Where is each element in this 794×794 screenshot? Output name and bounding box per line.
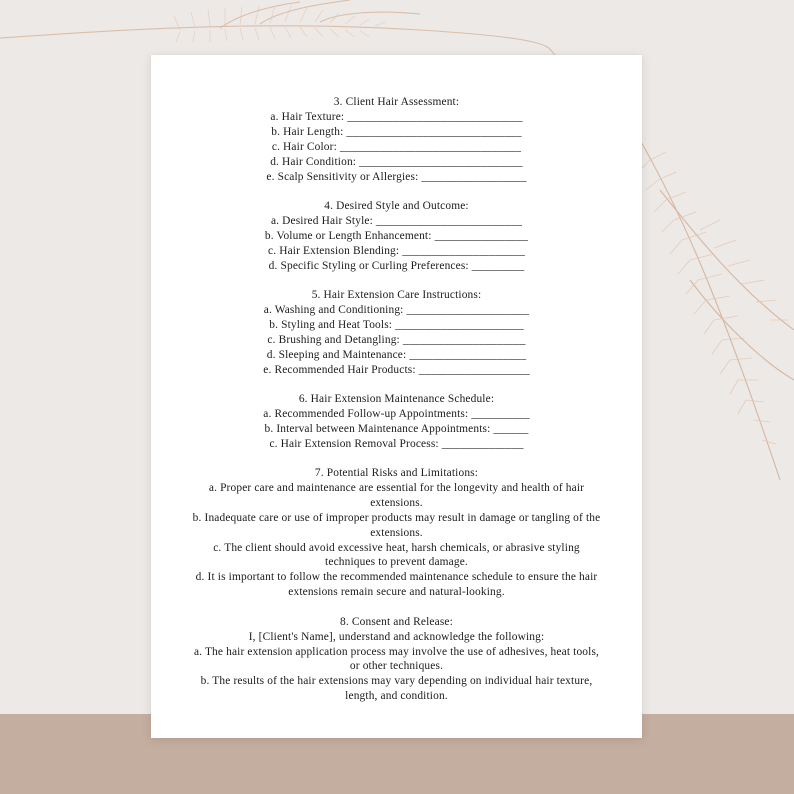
- consent-statement: I, [Client's Name], understand and acknowledge the following:: [248, 630, 545, 643]
- section-heading: 6. Hair Extension Maintenance Schedule:: [298, 392, 495, 405]
- form-field-follow-up: a. Recommended Follow-up Appointments: __________: [263, 407, 530, 420]
- section-maintenance-schedule: [151, 392, 642, 452]
- form-field-styling-preferences: d. Specific Styling or Curling Preferences: _________: [268, 259, 525, 272]
- form-field-removal: c. Hair Extension Removal Process: ______________: [269, 437, 524, 450]
- risk-item-care: a. Proper care and maintenance are essential for the longevity and health of hair extensions.: [208, 481, 585, 509]
- form-field-brushing: c. Brushing and Detangling: _____________________: [267, 333, 526, 346]
- section-consent-release: [151, 615, 642, 704]
- form-field-interval: b. Interval between Maintenance Appointments: ______: [264, 422, 529, 435]
- form-field-volume-length: b. Volume or Length Enhancement: ________________: [264, 229, 529, 242]
- pampas-grass-right-decoration: [630, 130, 794, 490]
- consent-item-results: b. The results of the hair extensions may vary depending on individual hair texture, length, and condition.: [200, 675, 593, 703]
- form-field-extension-blending: c. Hair Extension Blending: _____________________: [268, 244, 525, 257]
- section-care-instructions: [151, 288, 642, 377]
- form-field-washing: a. Washing and Conditioning: _____________________: [263, 303, 530, 316]
- section-heading: 7. Potential Risks and Limitations:: [314, 467, 479, 480]
- form-field-hair-condition: d. Hair Condition: ____________________________: [270, 155, 523, 168]
- section-heading: 5. Hair Extension Care Instructions:: [311, 288, 482, 301]
- section-heading: 8. Consent and Release:: [340, 615, 453, 628]
- risk-item-schedule: d. It is important to follow the recommended maintenance schedule to ensure the hair extensions remain secure and natural-looking.: [195, 571, 598, 599]
- section-risks-limitations: [151, 466, 642, 600]
- section-desired-style: [151, 199, 642, 274]
- form-field-desired-hair-style: a. Desired Hair Style: _________________________: [270, 214, 523, 227]
- risk-item-products: b. Inadequate care or use of improper products may result in damage or tangling of the extensions.: [192, 511, 601, 539]
- form-field-products: e. Recommended Hair Products: ___________________: [263, 363, 530, 376]
- intake-form-content: [151, 95, 642, 719]
- form-field-styling-heat-tools: b. Styling and Heat Tools: ______________________: [269, 318, 524, 331]
- form-field-hair-length: b. Hair Length: ______________________________: [271, 125, 522, 138]
- section-heading: 3. Client Hair Assessment:: [333, 96, 460, 108]
- section-client-hair-assessment: [151, 95, 642, 184]
- risk-item-heat: c. The client should avoid excessive heat, harsh chemicals, or abrasive styling techniques to prevent damage.: [213, 541, 580, 569]
- form-field-scalp-sensitivity: e. Scalp Sensitivity or Allergies: __________________: [266, 170, 527, 183]
- form-field-sleeping: d. Sleeping and Maintenance: ____________________: [266, 348, 527, 361]
- section-heading: 4. Desired Style and Outcome:: [324, 199, 469, 212]
- document-page: [151, 55, 642, 738]
- consent-item-process: a. The hair extension application process may involve the use of adhesives, heat tools, or other techniques.: [193, 645, 600, 673]
- form-field-hair-color: c. Hair Color: _______________________________: [271, 140, 522, 153]
- form-field-hair-texture: a. Hair Texture: ______________________________: [270, 110, 523, 123]
